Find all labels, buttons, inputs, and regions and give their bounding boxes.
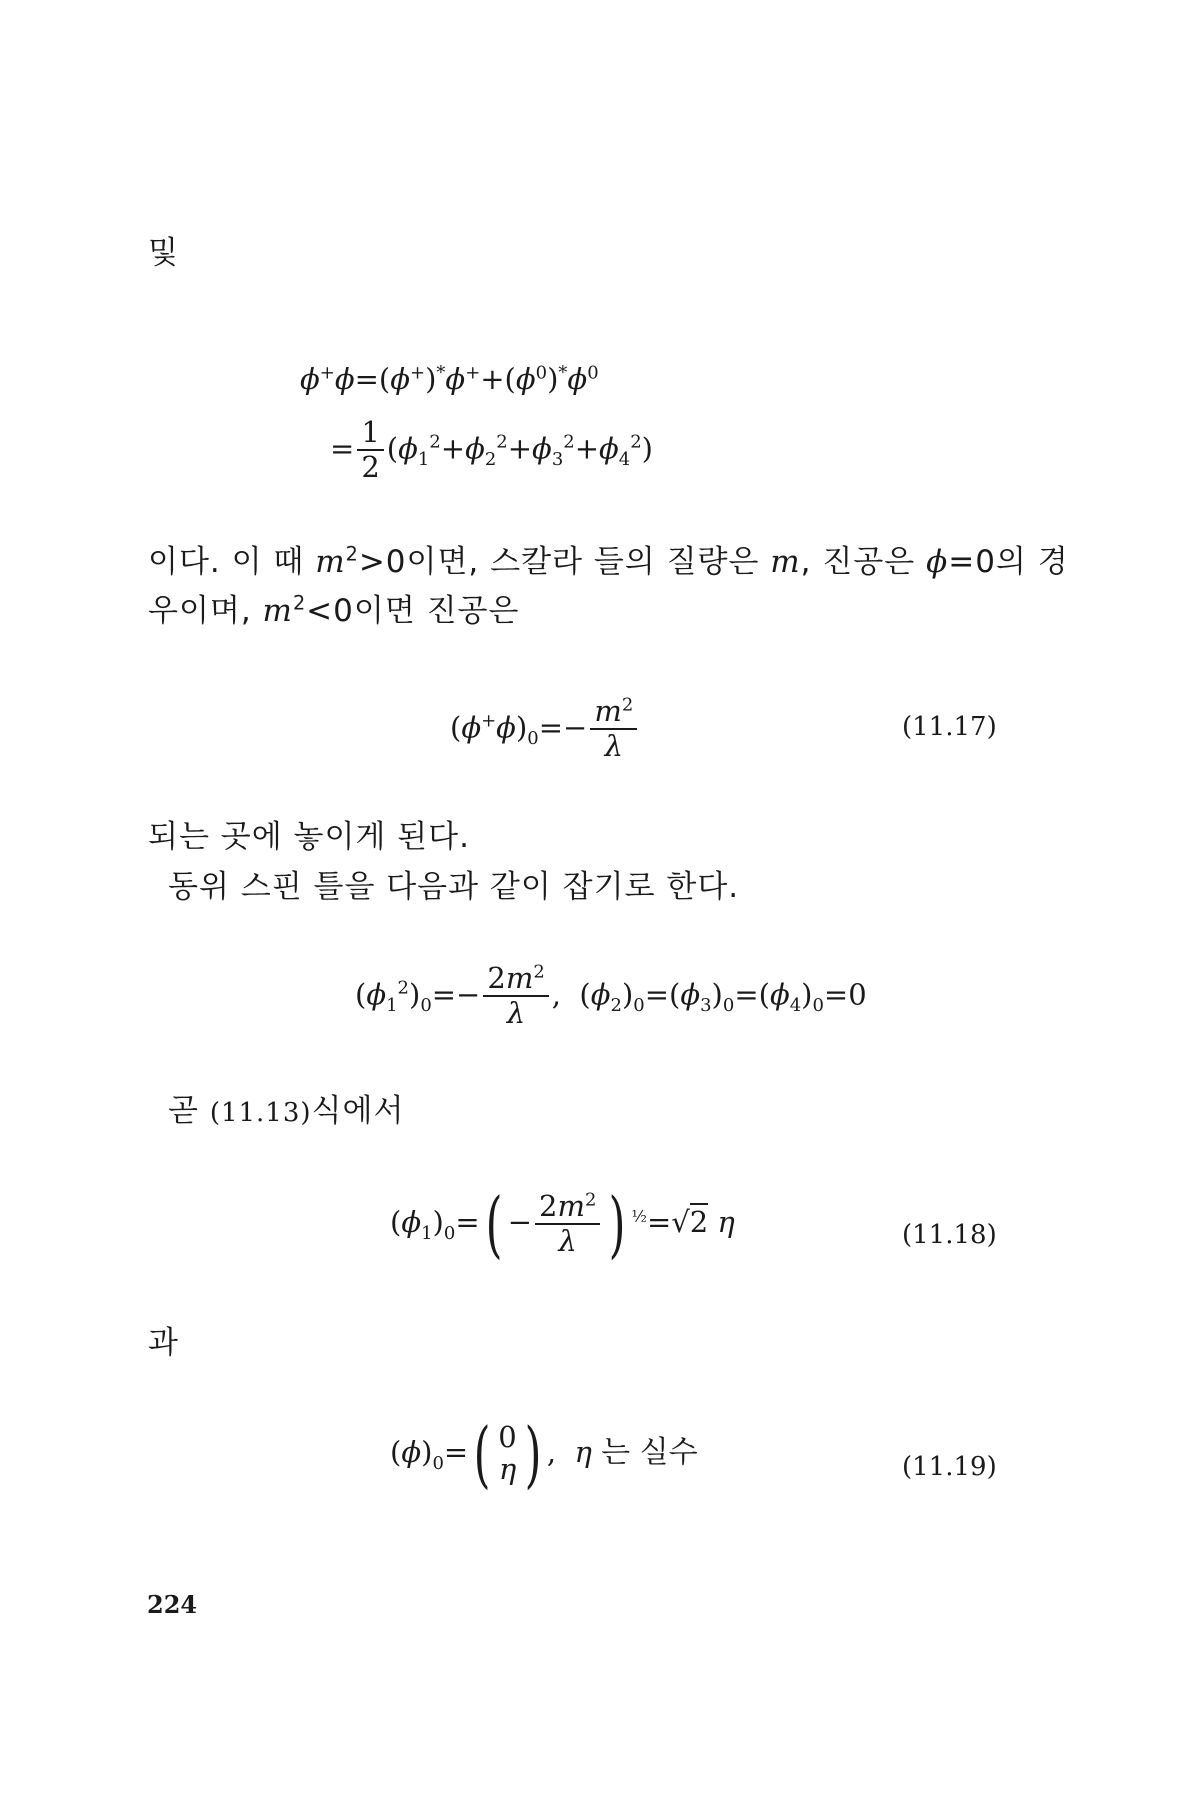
equation-number-11-19: (11.19) bbox=[902, 1452, 997, 1482]
paragraph-and-2 bbox=[148, 1322, 179, 1364]
paragraph-vacuum bbox=[148, 816, 470, 858]
equation-phi-dagger-phi-line1: $\phi^+\phi=(\phi^+)^*\phi^++(\phi^0)^*\phi^0$ bbox=[300, 362, 599, 396]
text-fragment: , 진공은 bbox=[800, 544, 927, 580]
paragraph-isospin bbox=[168, 866, 739, 908]
text-line: 과 bbox=[148, 1325, 179, 1361]
equation-phi-dagger-phi-line2: = $\frac{1}{2}$ $(\phi_1^2+\phi_2^2+\phi_3^2+\phi_4^2)$ bbox=[330, 415, 653, 485]
symbol-m: m bbox=[315, 544, 346, 580]
text-fragment: >0이면, 스칼라 들의 질량은 bbox=[358, 544, 771, 580]
text-fragment: 이다. 이 때 bbox=[148, 544, 316, 580]
paragraph-from-eq bbox=[168, 1090, 404, 1134]
page-number: 224 bbox=[147, 1590, 198, 1619]
equation-reference: (11.13) bbox=[209, 1098, 312, 1128]
text-fragment: 곧 bbox=[168, 1093, 210, 1129]
superscript: 2 bbox=[292, 591, 307, 615]
text-fragment: <0이면 진공은 bbox=[306, 593, 520, 629]
text-line: 되는 곳에 놓이게 된다. bbox=[148, 819, 470, 855]
equation-11-17: $(\phi^+\phi)_0=-$ $\frac{m^2}{\lambda}$ bbox=[450, 695, 640, 764]
text-fragment: 우이며, bbox=[148, 593, 263, 629]
text-fragment: 식에서 bbox=[311, 1093, 405, 1129]
equation-isospin-frame: $(\phi_1^2)_0=-$ $\frac{2m^2}{\lambda}$ , $(\phi_2)_0=(\phi_3)_0=(\phi_4)_0=0$ bbox=[355, 961, 867, 1031]
text-and: 및 bbox=[148, 235, 179, 271]
text-line: 동위 스핀 틀을 다음과 같이 잡기로 한다. bbox=[168, 869, 740, 905]
symbol-phi: ϕ bbox=[926, 544, 949, 580]
equation-number-11-17: (11.17) bbox=[902, 712, 997, 742]
paragraph-mass-line1 bbox=[148, 541, 1069, 583]
equation-number-11-18: (11.18) bbox=[902, 1220, 997, 1250]
paragraph-and bbox=[148, 232, 179, 274]
paragraph-mass-line2 bbox=[148, 590, 519, 632]
superscript: 2 bbox=[345, 542, 359, 566]
text-real-number: 는 실수 bbox=[601, 1435, 698, 1470]
equation-11-18: $(\phi_1)_0=$( − $\frac{2m^2}{\lambda}$ ) $^{\frac{1}{2}}$=√2 η bbox=[390, 1182, 735, 1266]
text-fragment: =0의 경 bbox=[948, 544, 1069, 580]
symbol-m: m bbox=[770, 544, 801, 580]
symbol-m: m bbox=[262, 593, 293, 629]
equation-11-19: $(\phi)_0=$( 0 η ) , η 는 실수 bbox=[390, 1412, 698, 1496]
